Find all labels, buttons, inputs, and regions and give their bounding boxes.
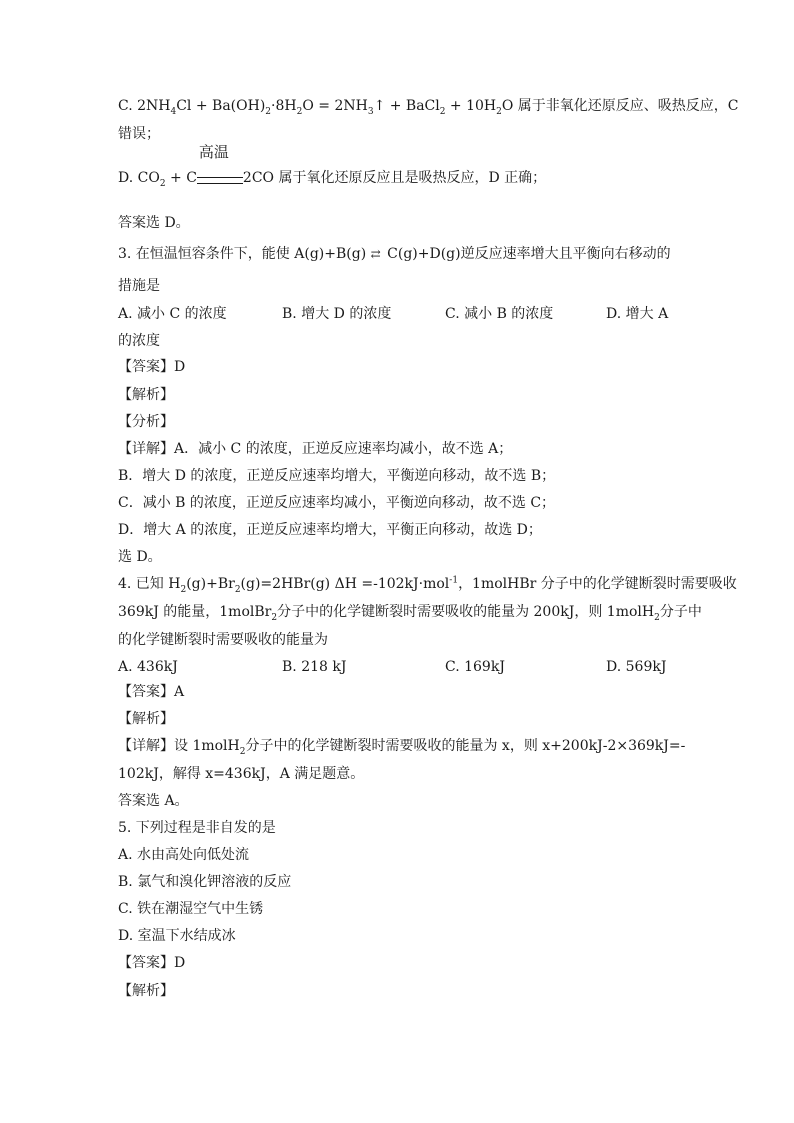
q4-option-a: A. 436kJ bbox=[118, 659, 178, 675]
answer-tag: 【答案】 bbox=[118, 359, 174, 375]
q3-detail-line-2: B．增大 D 的浓度，正逆反应速率均增大，平衡逆向移动，故不选 B； bbox=[118, 468, 556, 484]
q4-stem-line-2: 369kJ 的能量，1molBr$_2$分子中的化学键断裂时需要吸收的能量为 200kJ，则 1molH$_2$分子中 bbox=[118, 604, 702, 623]
q5-answer: 【答案】D bbox=[118, 955, 186, 971]
q2-option-c-continued: 错误； bbox=[118, 126, 160, 142]
reaction-condition-equals bbox=[197, 143, 243, 188]
q4-stem-line-1: 4. 已知 $H_2(g)+Br_2(g)=2HBr(g)$ ΔH =-102kJ·mol$^{-1}$，1molHBr 分子中的化学键断裂时需要吸收 bbox=[118, 575, 737, 595]
q4-stem-line-3: 的化学键断裂时需要吸收的能量为 bbox=[118, 632, 328, 648]
q3-analysis-tag: 【解析】 bbox=[118, 387, 174, 403]
q5-option-b: B. 氯气和溴化钾溶液的反应 bbox=[118, 874, 292, 890]
q4-detail-line-1: 【详解】设 1molH$_2$分子中的化学键断裂时需要吸收的能量为 x，则 x+200kJ-2×369kJ=- bbox=[118, 738, 686, 757]
q3-option-c: C. 减小 B 的浓度 bbox=[445, 306, 554, 322]
q4-option-b: B. 218 kJ bbox=[282, 659, 347, 675]
q4-option-d: D. 569kJ bbox=[606, 659, 667, 675]
reaction-condition-label: 高温 bbox=[198, 143, 229, 161]
q4-detail-line-2: 102kJ，解得 x=436kJ，A 满足题意。 bbox=[118, 766, 365, 782]
q3-stem-line-2: 措施是 bbox=[118, 278, 160, 294]
q4-analysis-tag: 【解析】 bbox=[118, 711, 174, 727]
q3-option-d: D. 增大 A bbox=[606, 306, 669, 322]
q3-option-d-continued: 的浓度 bbox=[118, 333, 160, 349]
q5-option-c: C. 铁在潮湿空气中生锈 bbox=[118, 901, 264, 917]
q5-option-d: D. 室温下水结成冰 bbox=[118, 928, 236, 944]
q3-fenxi-tag: 【分析】 bbox=[118, 414, 174, 430]
q4-option-c: C. 169kJ bbox=[445, 659, 505, 675]
q3-detail-line-4: D．增大 A 的浓度，正逆反应速率均增大，平衡正向移动，故选 D； bbox=[118, 522, 542, 538]
equals-bars bbox=[197, 177, 243, 184]
q3-option-b: B. 增大 D 的浓度 bbox=[282, 306, 392, 322]
q5-option-a: A. 水由高处向低处流 bbox=[118, 847, 250, 863]
q3-final: 选 D。 bbox=[118, 549, 162, 565]
q2-option-c-line: C. $2NH_4Cl + Ba(OH)_2\cdot 8H_2O$ = $2NH_3↑$ + BaCl$_2$ + $10H_2O$ 属于非氧化还原反应、吸热反应，C bbox=[118, 98, 739, 117]
q3-answer: 【答案】D bbox=[118, 359, 186, 375]
q3-stem-line-1: 3. 在恒温恒容条件下，能使 A(g)+B(g) ⇄ C(g)+D(g)逆反应速率增大且平衡向右移动的 bbox=[118, 246, 671, 262]
reversible-arrow-icon: ⇄ bbox=[370, 247, 383, 261]
q2-conclusion: 答案选 D。 bbox=[118, 215, 190, 231]
q5-analysis-tag: 【解析】 bbox=[118, 983, 174, 999]
q3-detail-line-3: C．减小 B 的浓度，正逆反应速率均减小，平衡逆向移动，故不选 C； bbox=[118, 495, 556, 511]
q3-detail-line-1: 【详解】A．减小 C 的浓度，正逆反应速率均减小，故不选 A； bbox=[118, 441, 513, 457]
q3-option-a: A. 减小 C 的浓度 bbox=[118, 306, 227, 322]
q2-option-d-line: D. $CO_2 + C$ 高温 2CO 属于氧化还原反应且是吸热反应，D 正确； bbox=[118, 143, 547, 189]
q4-answer: 【答案】A bbox=[118, 684, 185, 700]
q4-conclusion: 答案选 A。 bbox=[118, 793, 189, 809]
q5-stem: 5. 下列过程是非自发的是 bbox=[118, 820, 276, 836]
